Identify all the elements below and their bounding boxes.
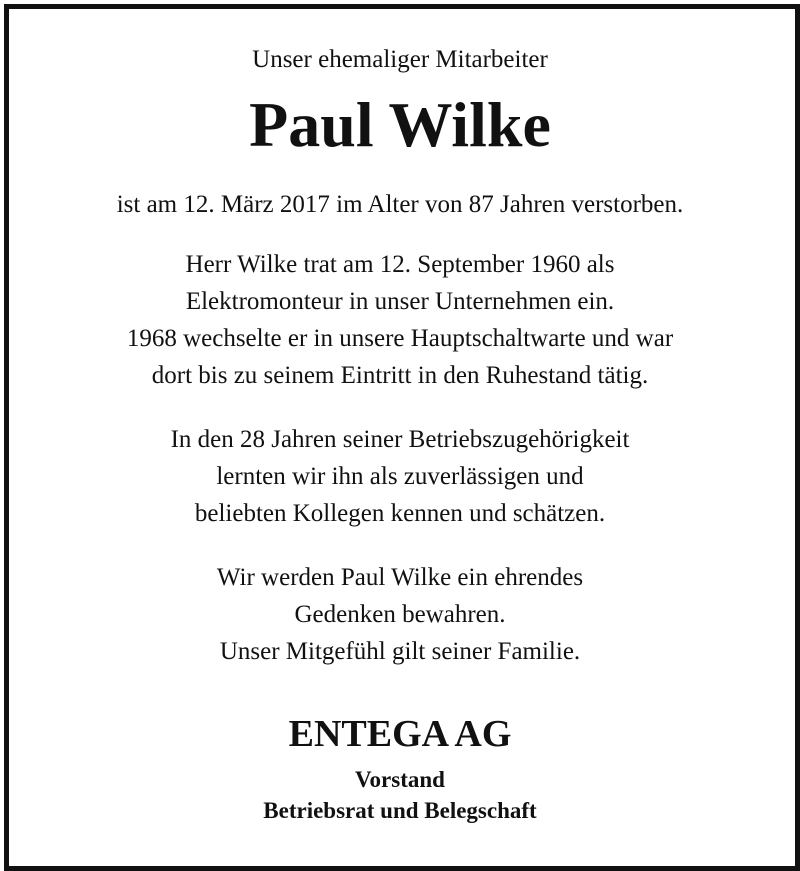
signer: Vorstand	[355, 767, 445, 792]
line: Gedenken bewahren.	[294, 601, 506, 628]
line: In den 28 Jahren seiner Betriebszugehörigkeit	[170, 426, 630, 453]
company-name: ENTEGA AG	[288, 713, 512, 755]
line: Elektromonteur in unser Unternehmen ein.	[185, 288, 615, 315]
intro-text: Unser ehemaliger Mitarbeiter	[252, 46, 548, 73]
signer: Betriebsrat und Belegschaft	[263, 798, 537, 823]
line: lernten wir ihn als zuverlässigen und	[216, 463, 584, 490]
appreciation-paragraph	[0, 421, 800, 532]
line: Herr Wilke trat am 12. September 1960 als	[185, 251, 615, 278]
career-paragraph	[0, 246, 800, 394]
deceased-name: Paul Wilke	[249, 89, 551, 160]
line: 1968 wechselte er in unsere Hauptschaltwarte und war	[126, 325, 674, 352]
signers	[0, 764, 800, 826]
line: Wir werden Paul Wilke ein ehrendes	[216, 564, 584, 591]
condolence-paragraph	[0, 559, 800, 670]
death-notice: ist am 12. März 2017 im Alter von 87 Jahren verstorben.	[116, 191, 684, 218]
line: beliebten Kollegen kennen und schätzen.	[194, 500, 606, 527]
line: Unser Mitgefühl gilt seiner Familie.	[219, 638, 581, 665]
line: dort bis zu seinem Eintritt in den Ruhestand tätig.	[151, 362, 649, 389]
